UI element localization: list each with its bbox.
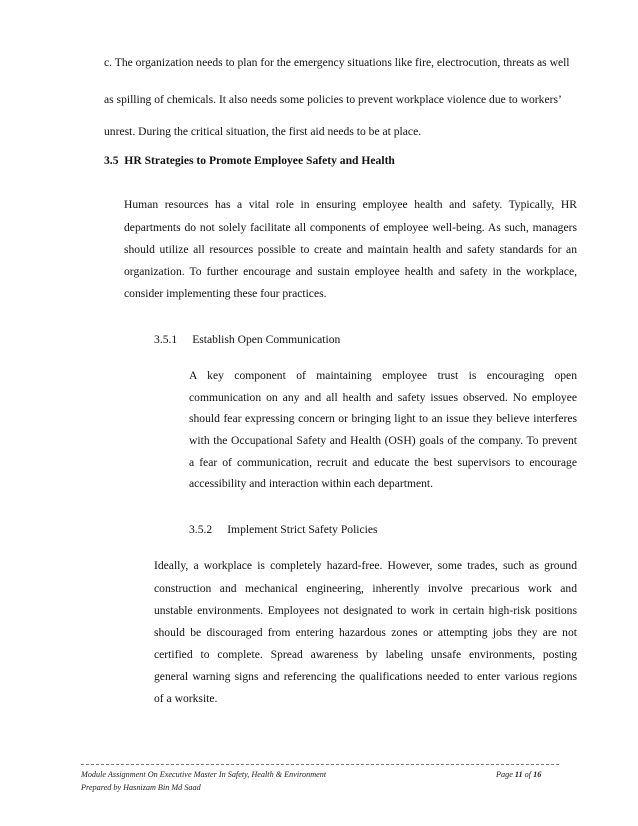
paragraph-line: organization. To further encourage and sustain employee health and safety in the workplace,: [124, 265, 577, 278]
paragraph-line: communication on any and all health and safety issues observed. No employee: [189, 391, 577, 404]
paragraph-line: construction and mechanical engineering, inherently involve precarious work and: [154, 582, 577, 595]
paragraph-line: consider implementing these four practices.: [124, 287, 327, 300]
paragraph-line: Ideally, a workplace is completely hazard-free. However, some trades, such as ground: [154, 559, 577, 572]
paragraph-line: should fear expressing concern or bringing light to an issue they believe interferes: [189, 412, 577, 425]
subsection-heading: [189, 524, 378, 536]
footer-module-line: Module Assignment On Executive Master In Safety, Health & Environment: [81, 770, 327, 779]
footer-page-number: Page 11 of 16: [496, 770, 542, 779]
subsection-number: 3.5.2: [189, 523, 213, 536]
intro-line: c. The organization needs to plan for the emergency situations like fire, electrocution, threats as well: [104, 56, 570, 69]
intro-line: as spilling of chemicals. It also needs some policies to prevent workplace violence due to workers’: [104, 93, 562, 106]
paragraph-line: departments do not solely facilitate all components of employee well-being. As such, managers: [124, 221, 577, 234]
paragraph-line: a fear of communication, recruit and educate the best supervisors to encourage: [189, 456, 577, 469]
paragraph-line: general warning signs and referencing the qualifications needed to enter various regions: [154, 670, 577, 683]
paragraph-line: with the Occupational Safety and Health (OSH) goals of the company. To prevent: [189, 434, 577, 447]
paragraph-line: Human resources has a vital role in ensuring employee health and safety. Typically, HR: [124, 198, 577, 211]
subsection-number: 3.5.1: [154, 333, 178, 346]
footer-prepared-by: Prepared by Hasnizam Bin Md Saad: [81, 783, 201, 792]
paragraph-line: unstable environments. Employees not designated to work in certain high-risk positions: [154, 604, 577, 617]
section-heading: [104, 155, 395, 167]
paragraph-line: should be discouraged from entering hazardous zones or attempting jobs they are not: [154, 626, 577, 639]
paragraph-line: of a worksite.: [154, 692, 218, 705]
section-number: 3.5: [104, 154, 119, 167]
paragraph-line: A key component of maintaining employee trust is encouraging open: [189, 369, 577, 382]
footer-divider: [81, 764, 559, 765]
paragraph-line: certified to complete. Spread awareness by labeling unsafe environments, posting: [154, 648, 577, 661]
paragraph-line: should utilize all resources possible to create and maintain health and safety standards for an: [124, 243, 577, 256]
section-title: HR Strategies to Promote Employee Safety and Health: [124, 154, 395, 167]
intro-line: unrest. During the critical situation, the first aid needs to be at place.: [104, 125, 422, 138]
subsection-heading: [154, 334, 340, 346]
subsection-title: Establish Open Communication: [192, 333, 341, 346]
paragraph-line: accessibility and interaction within each department.: [189, 477, 434, 490]
subsection-title: Implement Strict Safety Policies: [227, 523, 378, 536]
